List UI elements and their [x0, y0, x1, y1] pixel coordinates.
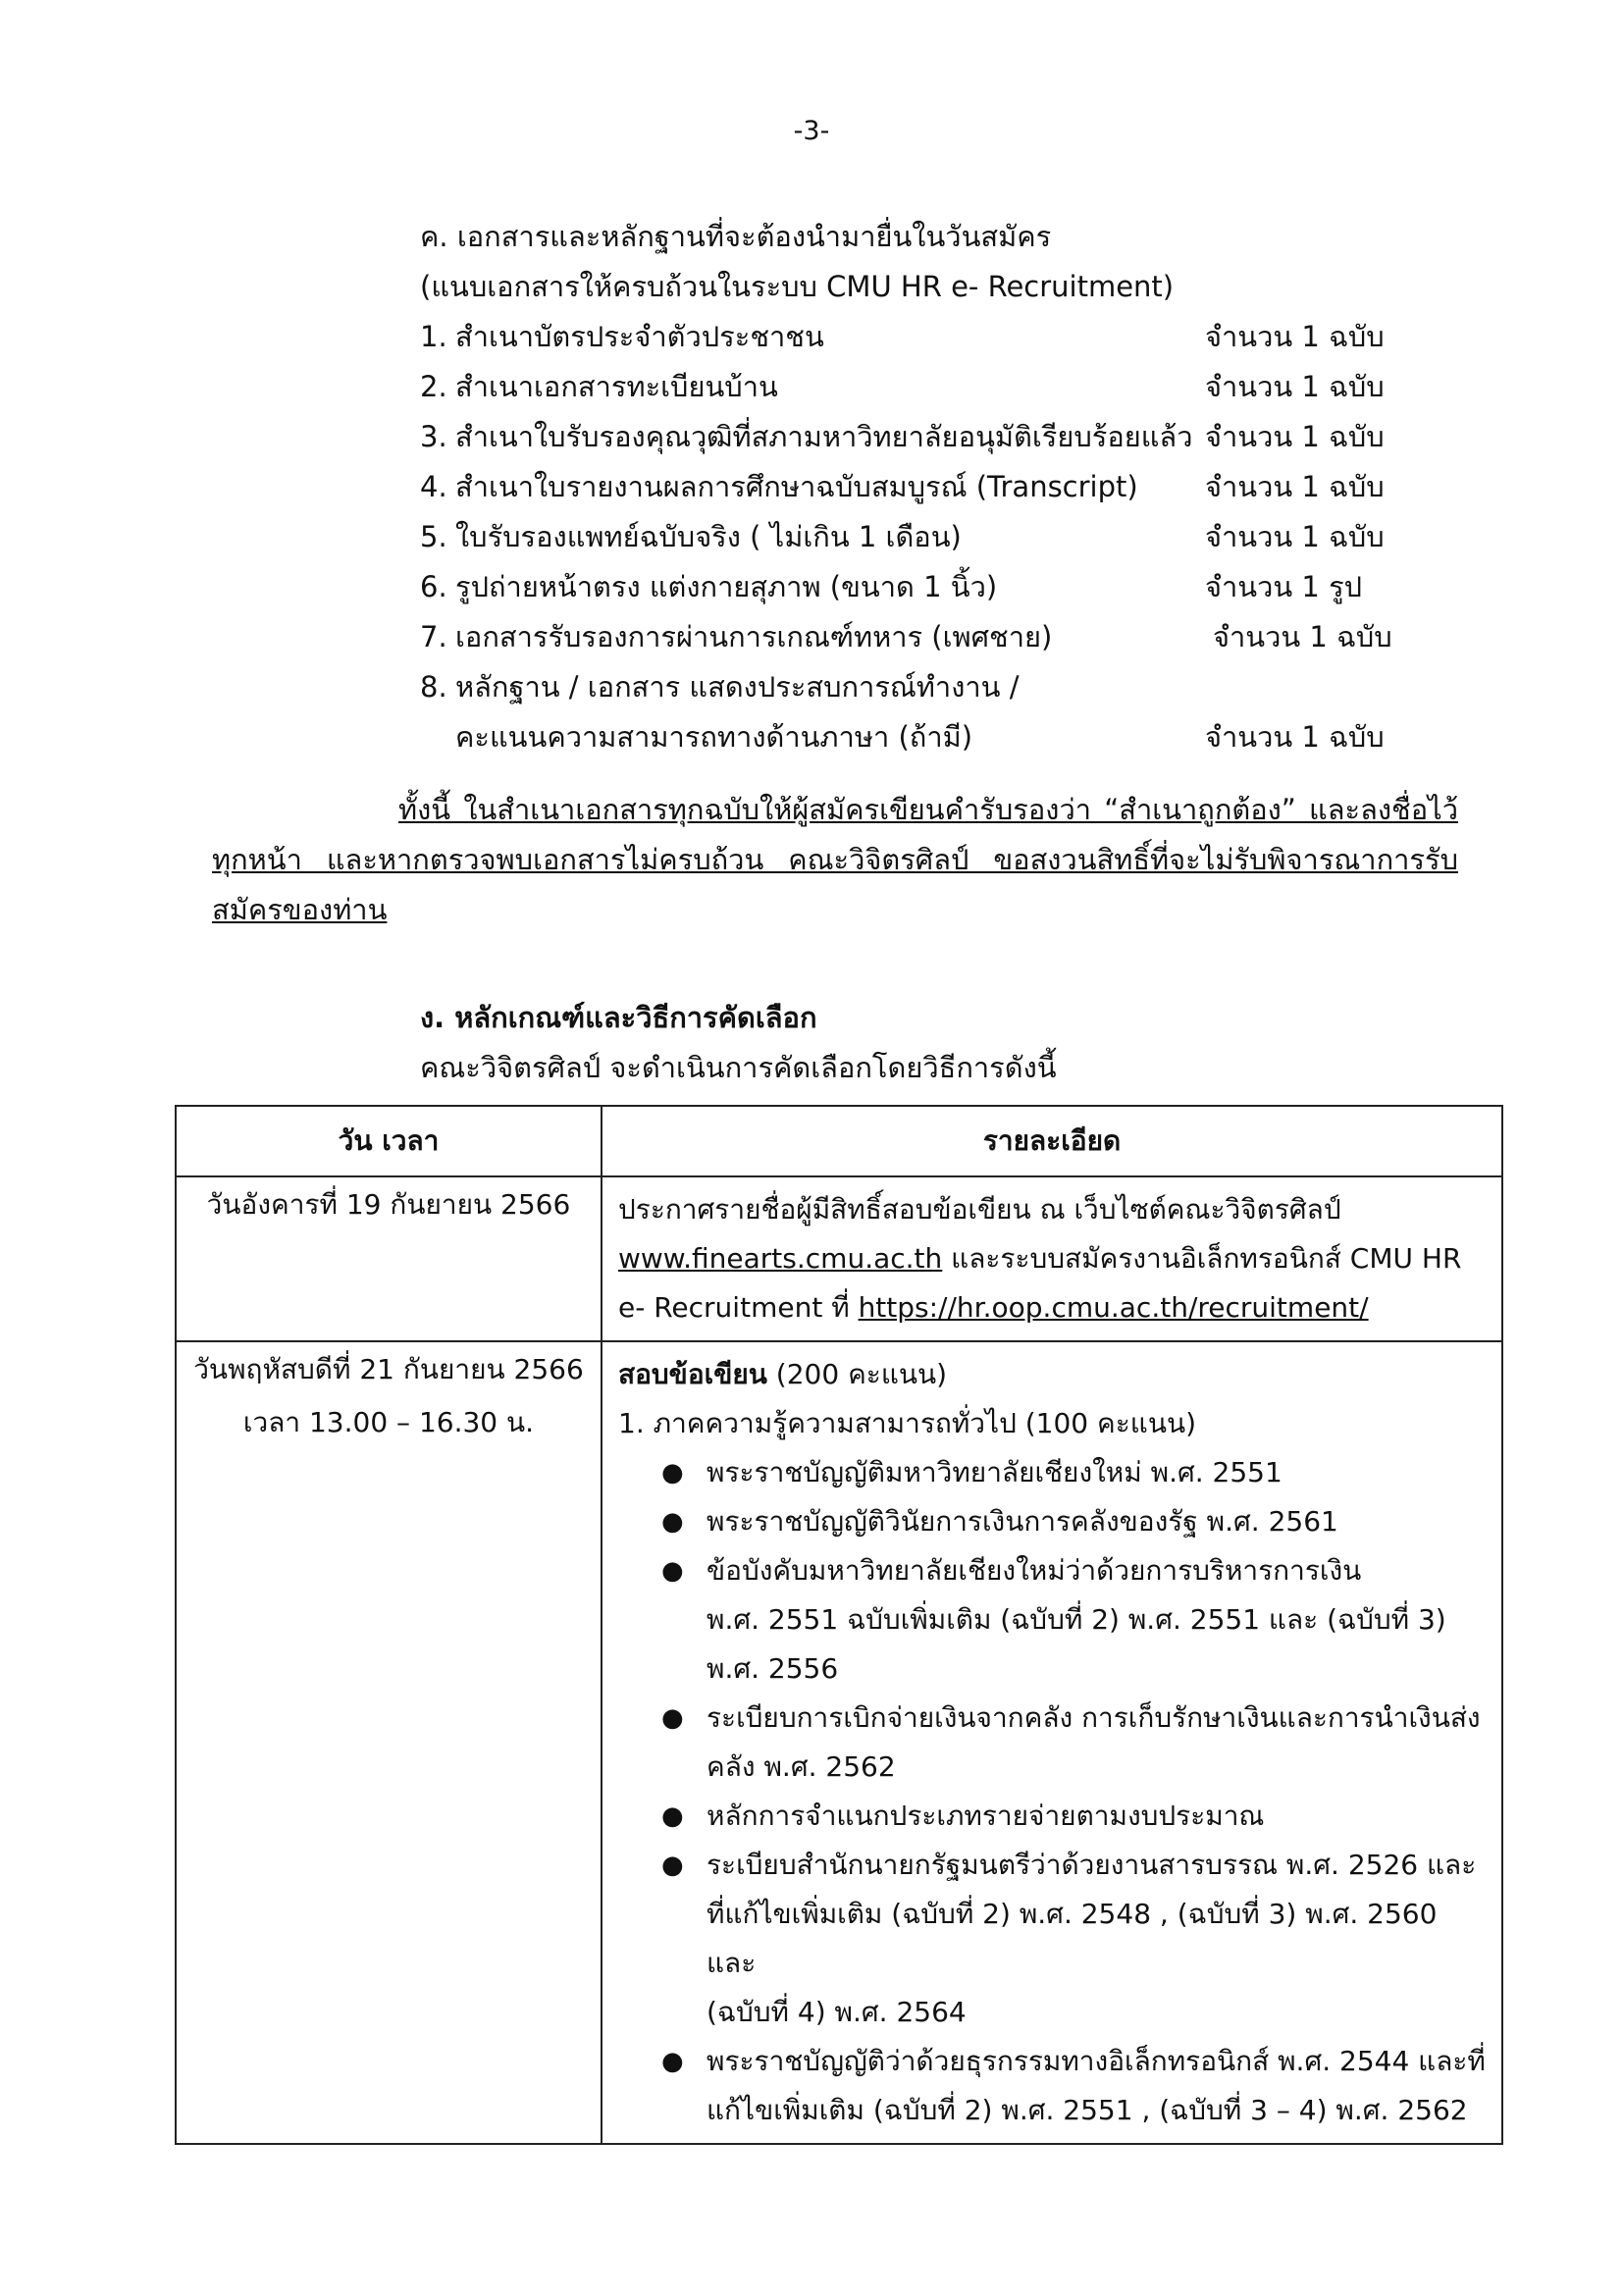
document-quantity: จำนวน 1 ฉบับ [1205, 320, 1385, 353]
document-name: คะแนนความสามารถทางด้านภาษา (ถ้ามี) [455, 720, 973, 754]
exam-topic-item [618, 1792, 1488, 1841]
document-item [420, 662, 1509, 712]
document-quantity: จำนวน 1 ฉบับ [1205, 370, 1385, 403]
document-number: 5. [420, 520, 447, 553]
row-date-text: วันพฤหัสบดีที่ 21 กันยายน 2566 [193, 1353, 584, 1385]
document-number: 3. [420, 420, 447, 453]
bullet-icon: ● [661, 1851, 684, 1880]
exam-topic-text: (ฉบับที่ 4) พ.ศ. 2564 [707, 1996, 967, 2028]
faculty-website-link[interactable]: www.finearts.cmu.ac.th [618, 1242, 943, 1275]
certification-note [212, 785, 1458, 935]
exam-topic-text: คลัง พ.ศ. 2562 [707, 1750, 896, 1783]
section-c-subheading: (แนบเอกสารให้ครบถ้วนในระบบ CMU HR e- Recruitment) [420, 270, 1175, 303]
exam-topic-text: หลักการจำแนกประเภทรายจ่ายตามงบประมาณ [707, 1800, 1265, 1832]
exam-topic-text: ข้อบังคับมหาวิทยาลัยเชียงใหม่ว่าด้วยการบริหารการเงิน [707, 1554, 1362, 1587]
written-exam-score: (200 คะแนน) [766, 1358, 948, 1390]
document-name: ใบรับรองแพทย์ฉบับจริง ( ไม่เกิน 1 เดือน) [455, 520, 962, 553]
exam-topic-text: พ.ศ. 2551 ฉบับเพิ่มเติม (ฉบับที่ 2) พ.ศ. 2551 และ (ฉบับที่ 3) [707, 1603, 1446, 1636]
bullet-icon: ● [661, 1458, 684, 1487]
document-name: หลักฐาน / เอกสาร แสดงประสบการณ์ทำงาน / [455, 670, 1020, 704]
section-c-heading: ค. เอกสารและหลักฐานที่จะต้องนำมายื่นในวันสมัคร [420, 220, 1052, 253]
document-number: 2. [420, 370, 447, 403]
document-list [420, 312, 1509, 662]
document-item [420, 462, 1509, 512]
exam-topic-list [618, 1448, 1488, 2135]
exam-topic-text: พระราชบัญญัติวินัยการเงินการคลังของรัฐ พ.ศ. 2561 [707, 1505, 1338, 1538]
document-quantity: จำนวน 1 ฉบับ [1205, 520, 1385, 553]
document-name: รูปถ่ายหน้าตรง แต่งกายสุภาพ (ขนาด 1 นิ้ว) [455, 570, 998, 603]
exam-topic-text: พ.ศ. 2556 [707, 1652, 839, 1685]
row-time-text: เวลา 13.00 – 16.30 น. [242, 1406, 535, 1438]
document-number: 7. [420, 620, 447, 653]
document-number: 1. [420, 320, 447, 353]
selection-schedule-table [175, 1105, 1503, 2145]
document-quantity: จำนวน 1 ฉบับ [1205, 470, 1385, 503]
announcement-text: ประกาศรายชื่อผู้มีสิทธิ์สอบข้อเขียน ณ เว็บไซต์คณะวิจิตรศิลป์ [618, 1193, 1341, 1226]
document-quantity: จำนวน 1 ฉบับ [1205, 420, 1385, 453]
document-name: สำเนาใบรายงานผลการศึกษาฉบับสมบูรณ์ (Transcript) [455, 470, 1138, 503]
bullet-icon: ● [661, 1703, 684, 1733]
header-details: รายละเอียด [602, 1106, 1502, 1176]
exam-part-1: 1. ภาคความรู้ความสามารถทั่วไป (100 คะแนน) [618, 1407, 1197, 1439]
bullet-icon: ● [661, 1556, 684, 1586]
exam-topic-text: ระเบียบการเบิกจ่ายเงินจากคลัง การเก็บรักษาเงินและการนำเงินส่ง [707, 1701, 1481, 1734]
section-d-selection-criteria [420, 993, 1499, 1093]
document-number: 6. [420, 570, 447, 603]
document-quantity: จำนวน 1 รูป [1205, 570, 1363, 603]
exam-topic-item [618, 2037, 1488, 2135]
document-number: 4. [420, 470, 447, 503]
exam-topic-text: ระเบียบสำนักนายกรัฐมนตรีว่าด้วยงานสารบรรณ พ.ศ. 2526 และ [707, 1849, 1477, 1881]
announcement-text-cont: e- Recruitment ที่ [618, 1291, 859, 1324]
exam-topic-text: พระราชบัญญัติว่าด้วยธุรกรรมทางอิเล็กทรอนิกส์ พ.ศ. 2544 และที่ [707, 2045, 1486, 2077]
exam-topic-item [618, 1497, 1488, 1546]
document-name: สำเนาใบรับรองคุณวุฒิที่สภามหาวิทยาลัยอนุมัติเรียบร้อยแล้ว [455, 420, 1193, 453]
recruitment-link[interactable]: https://hr.oop.cmu.ac.th/recruitment/ [858, 1291, 1369, 1324]
exam-topic-item [618, 1841, 1488, 2037]
exam-topic-item [618, 1546, 1488, 1694]
document-name: สำเนาบัตรประจำตัวประชาชน [455, 320, 824, 353]
section-d-intro: คณะวิจิตรศิลป์ จะดำเนินการคัดเลือกโดยวิธีการดังนี้ [420, 1051, 1057, 1084]
page-number: -3- [793, 116, 830, 146]
table-row [176, 1341, 1502, 2144]
document-name: เอกสารรับรองการผ่านการเกณฑ์ทหาร (เพศชาย) [455, 620, 1053, 653]
row-date-text: วันอังคารที่ 19 กันยายน 2566 [206, 1188, 571, 1221]
table-row [176, 1176, 1502, 1341]
document-item [420, 512, 1509, 562]
section-d-heading: ง. หลักเกณฑ์และวิธีการคัดเลือก [420, 1001, 817, 1034]
row-details [602, 1176, 1502, 1341]
bullet-icon: ● [661, 1801, 684, 1831]
header-date-time: วัน เวลา [176, 1106, 602, 1176]
document-quantity: จำนวน 1 ฉบับ [1213, 620, 1392, 653]
bullet-icon: ● [661, 2047, 684, 2076]
row-details [602, 1341, 1502, 2144]
row-date [176, 1341, 602, 2144]
document-name: สำเนาเอกสารทะเบียนบ้าน [455, 370, 778, 403]
document-item [420, 562, 1509, 612]
document-number: 8. [420, 670, 447, 704]
document-quantity: จำนวน 1 ฉบับ [1205, 720, 1385, 754]
row-date [176, 1176, 602, 1341]
document-item [420, 362, 1509, 412]
table-header-row [176, 1106, 1502, 1176]
certification-note-text: ทั้งนี้ ในสำเนาเอกสารทุกฉบับให้ผู้สมัครเขียนคำรับรองว่า “สำเนาถูกต้อง” และลงชื่อไว้ทุกหน้า และหากตรวจพบเอกสารไม่ครบถ้วน คณะวิจิตรศิลป์ ขอสงวนสิทธิ์ที่จะไม่รับพิจารณาการรับสมัครของท่าน [212, 793, 1458, 926]
document-item [420, 612, 1509, 662]
announcement-text-cont: และระบบสมัครงานอิเล็กทรอนิกส์ CMU HR [942, 1242, 1462, 1275]
written-exam-title: สอบข้อเขียน [618, 1358, 767, 1390]
document-item-continuation [420, 712, 1509, 762]
section-c-required-documents [420, 212, 1509, 762]
bullet-icon: ● [661, 1507, 684, 1537]
exam-topic-item [618, 1694, 1488, 1792]
exam-topic-text: พระราชบัญญัติมหาวิทยาลัยเชียงใหม่ พ.ศ. 2551 [707, 1456, 1283, 1488]
exam-topic-item [618, 1448, 1488, 1497]
document-item [420, 412, 1509, 462]
exam-topic-text: ที่แก้ไขเพิ่มเติม (ฉบับที่ 2) พ.ศ. 2548 , (ฉบับที่ 3) พ.ศ. 2560 และ [707, 1898, 1438, 1979]
document-item [420, 312, 1509, 362]
exam-topic-text: แก้ไขเพิ่มเติม (ฉบับที่ 2) พ.ศ. 2551 , (ฉบับที่ 3 – 4) พ.ศ. 2562 [707, 2094, 1468, 2126]
